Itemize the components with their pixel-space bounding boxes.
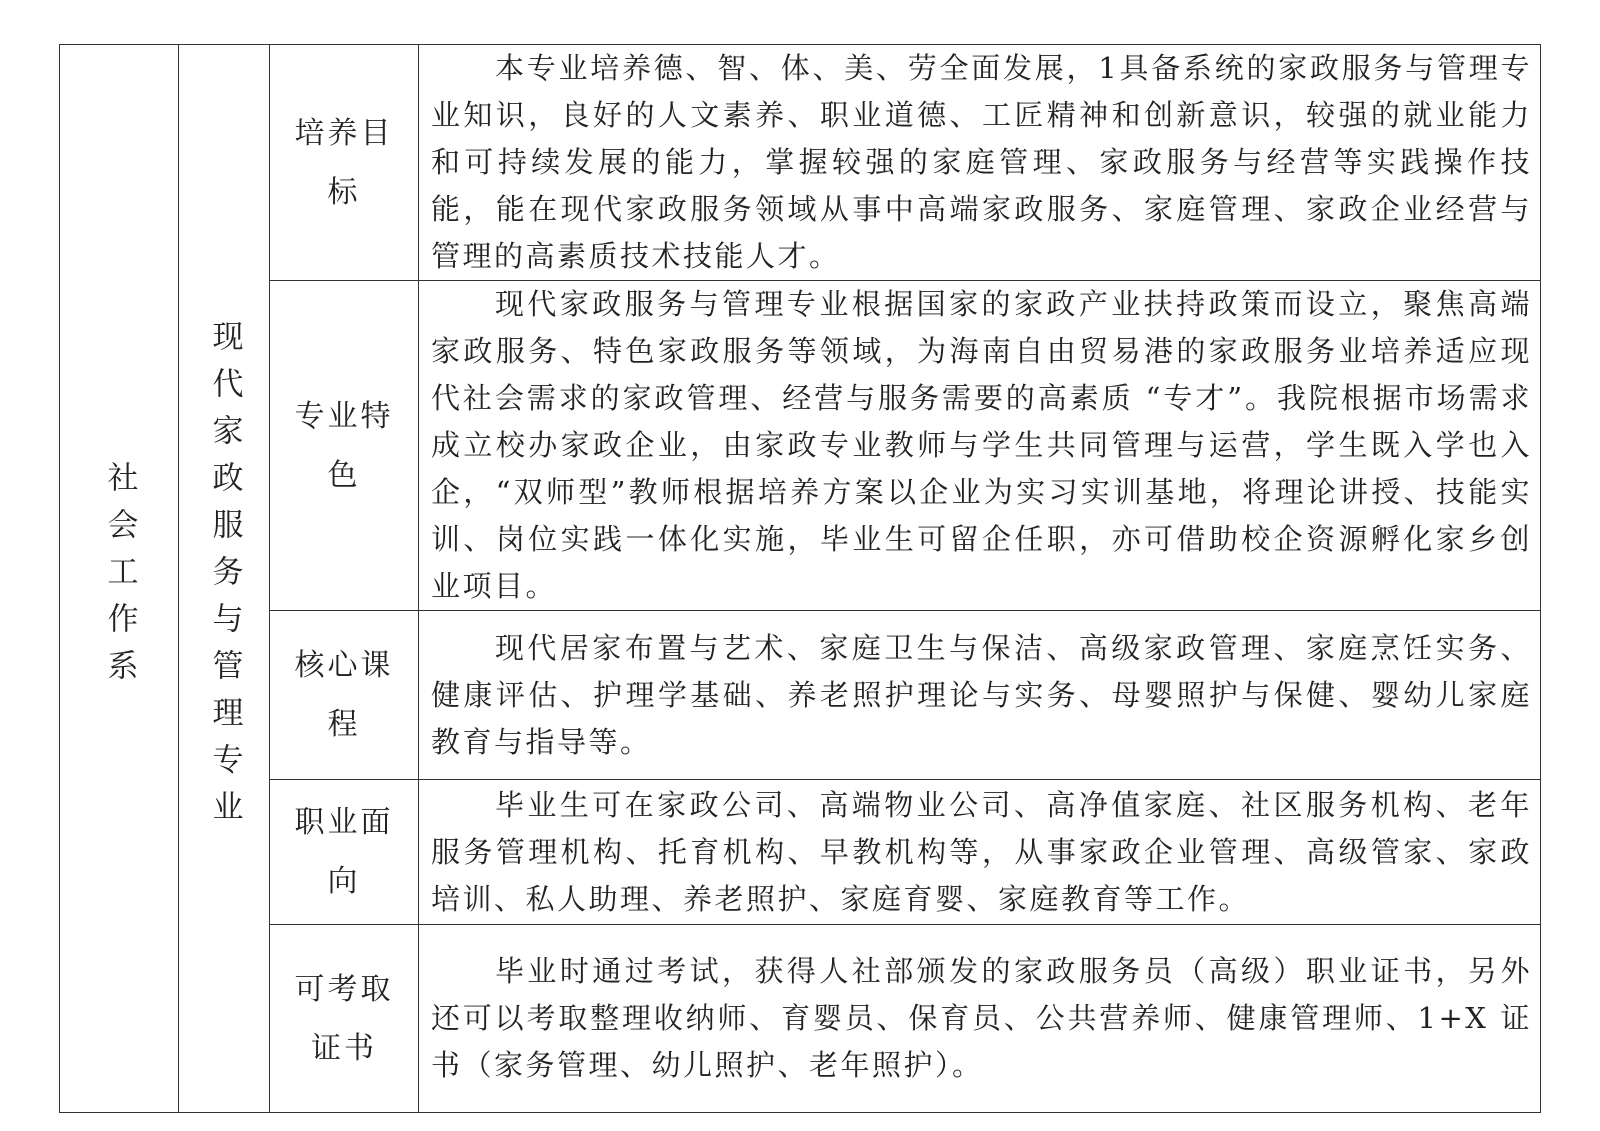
row-label-cell — [270, 611, 419, 780]
table-row — [60, 45, 1541, 281]
row-label-training-goal: 培养目标 — [294, 115, 394, 210]
major-name: 现代家政服务与管理专业 — [206, 320, 243, 837]
row-label-cell — [270, 281, 419, 611]
row-label-certificates: 可考取证书 — [294, 971, 394, 1066]
table-row — [60, 281, 1541, 611]
row-label-core-courses: 核心课程 — [294, 648, 394, 742]
row-content-core-courses: 现代居家布置与艺术、家庭卫生与保洁、高级家政管理、家庭烹饪实务、健康评估、护理学基础、养老照护理论与实务、母婴照护与保健、婴幼儿家庭教育与指导等。 — [431, 630, 1532, 759]
row-content-career: 毕业生可在家政公司、高端物业公司、高净值家庭、社区服务机构、老年服务管理机构、托育机构、早教机构等，从事家政企业管理、高级管家、家政培训、私人助理、养老照护、家庭育婴、家庭教育等工作。 — [431, 787, 1532, 916]
row-content-cell — [419, 281, 1541, 611]
row-content-training-goal: 本专业培养德、智、体、美、劳全面发展，1具备系统的家政服务与管理专业知识，良好的人文素养、职业道德、工匠精神和创新意识，较强的就业能力和可持续发展的能力，掌握较强的家庭管理、家政服务与经营等实践操作技能，能在现代家政服务领域从事中高端家政服务、家庭管理、家政企业经营与管理的高素质技术技能人才。 — [431, 51, 1532, 273]
row-content-features: 现代家政服务与管理专业根据国家的家政产业扶持政策而设立，聚焦高端家政服务、特色家政服务等领域，为海南自由贸易港的家政服务业培养适应现代社会需求的家政管理、经营与服务需要的高素质 “专才”。我院根据市场需求成立校办家政企业，由家政专业教师与学生共同管理与运营，学生既入学也入企，“双师型”教师根据培养方案以企业为实习实训基地，将理论讲授、技能实训、岗位实践一体化实施，毕业生可留企任职，亦可借助校企资源孵化家乡创业项目。 — [431, 287, 1532, 603]
table-row — [60, 925, 1541, 1113]
row-content-cell — [419, 780, 1541, 925]
program-info-table — [59, 44, 1541, 1113]
row-label-cell — [270, 925, 419, 1113]
table-row — [60, 780, 1541, 925]
row-label-career: 职业面向 — [294, 805, 394, 899]
row-content-cell — [419, 611, 1541, 780]
row-content-certificates: 毕业时通过考试，获得人社部颁发的家政服务员（高级）职业证书，另外还可以考取整理收纳师、育婴员、保育员、公共营养师、健康管理师、1+X 证书（家务管理、幼儿照护、老年照护）。 — [431, 954, 1532, 1082]
row-content-cell — [419, 925, 1541, 1113]
department-cell — [60, 45, 179, 1113]
department-name: 社会工作系 — [101, 461, 138, 696]
row-label-cell — [270, 780, 419, 925]
row-content-cell — [419, 45, 1541, 281]
table-row — [60, 611, 1541, 780]
row-label-features: 专业特色 — [294, 398, 394, 493]
major-cell — [179, 45, 270, 1113]
row-label-cell — [270, 45, 419, 281]
